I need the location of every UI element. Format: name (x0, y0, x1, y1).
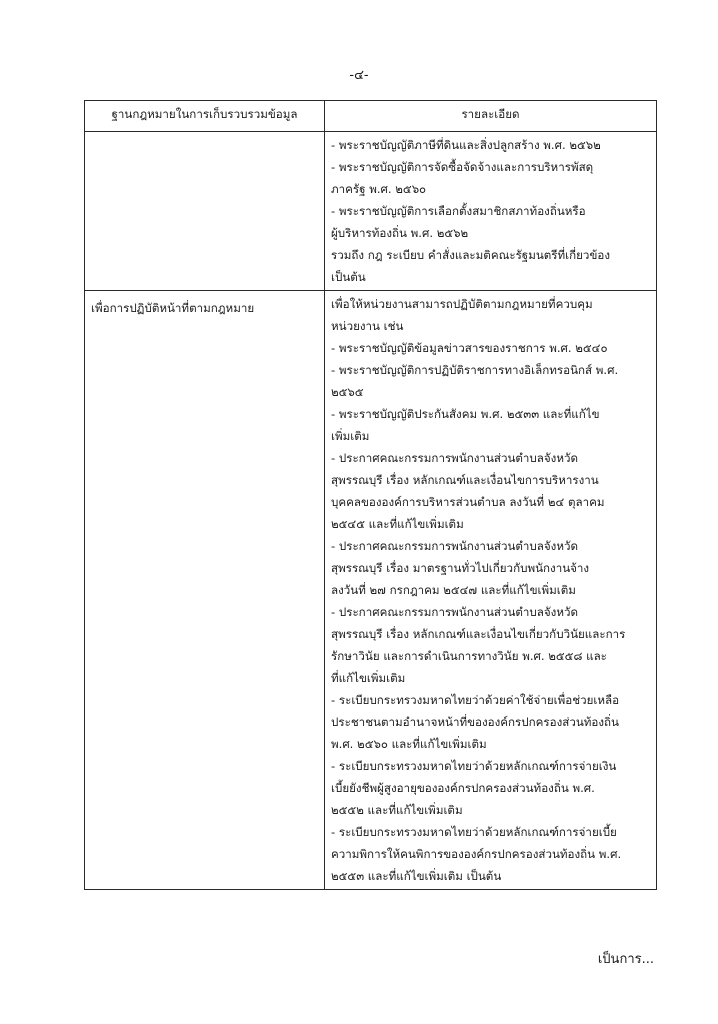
detail-line: ผู้บริหารท้องถิ่น พ.ศ. ๒๕๖๒ (331, 226, 469, 240)
detail-line: - ประกาศคณะกรรมการพนักงานส่วนตำบลจังหวัด (331, 539, 579, 553)
header-legal-basis: ฐานกฎหมายในการเก็บรวบรวมข้อมูล (85, 101, 325, 132)
detail-line: ภาครัฐ พ.ศ. ๒๕๖๐ (331, 182, 427, 196)
detail-line: - พระราชบัญญัติการจัดซื้อจัดจ้างและการบริหารพัสดุ (331, 160, 594, 174)
detail-line: ความพิการให้คนพิการขององค์กรปกครองส่วนท้องถิ่น พ.ศ. (331, 847, 622, 861)
detail-line: สุพรรณบุรี เรื่อง หลักเกณฑ์และเงื่อนไขเกี่ยวกับวินัยและการ (331, 627, 626, 641)
detail-line: เพื่อให้หน่วยงานสามารถปฏิบัติตามกฎหมายที่ควบคุม (331, 297, 593, 311)
detail-line: - ประกาศคณะกรรมการพนักงานส่วนตำบลจังหวัด (331, 451, 579, 465)
detail-line: รวมถึง กฎ ระเบียบ คำสั่งและมติคณะรัฐมนตรีที่เกี่ยวข้อง (331, 248, 610, 262)
header-details: รายละเอียด (325, 101, 657, 132)
detail-line: - ระเบียบกระทรวงมหาดไทยว่าด้วยค่าใช้จ่ายเพื่อช่วยเหลือ (331, 693, 620, 707)
detail-line: ลงวันที่ ๒๗ กรกฎาคม ๒๕๔๗ และที่แก้ไขเพิ่มเติม (331, 583, 576, 597)
detail-line: - พระราชบัญญัติข้อมูลข่าวสารของราชการ พ.ศ. ๒๕๔๐ (331, 341, 608, 355)
detail-line: พ.ศ. ๒๕๖๐ และที่แก้ไขเพิ่มเติม (331, 737, 487, 751)
detail-line: - พระราชบัญญัติการปฏิบัติราชการทางอิเล็กทรอนิกส์ พ.ศ. (331, 363, 619, 377)
detail-line: - ประกาศคณะกรรมการพนักงานส่วนตำบลจังหวัด (331, 605, 579, 619)
detail-line: ๒๕๖๕ (331, 385, 364, 399)
detail-line: รักษาวินัย และการดำเนินการทางวินัย พ.ศ. ๒๕๕๘ และ (331, 649, 607, 663)
detail-line: เพิ่มเติม (331, 429, 370, 443)
continuation-text: เป็นการ... (597, 952, 654, 967)
detail-line: ๒๕๔๕ และที่แก้ไขเพิ่มเติม (331, 517, 464, 531)
detail-line: สุพรรณบุรี เรื่อง หลักเกณฑ์และเงื่อนไขการบริหารงาน (331, 473, 599, 487)
details-cell (325, 291, 657, 890)
legal-basis-table (84, 100, 657, 890)
page-number: -๔- (349, 68, 369, 83)
detail-line: เป็นต้น (331, 270, 366, 284)
detail-line: ๒๕๕๓ และที่แก้ไขเพิ่มเติม เป็นต้น (331, 869, 502, 883)
table-row (85, 291, 657, 890)
details-cell (325, 132, 657, 291)
legal-basis-cell: เพื่อการปฏิบัติหน้าที่ตามกฎหมาย (85, 291, 325, 890)
detail-line: - ระเบียบกระทรวงมหาดไทยว่าด้วยหลักเกณฑ์การจ่ายเงิน (331, 759, 617, 773)
detail-line: - พระราชบัญญัติการเลือกตั้งสมาชิกสภาท้องถิ่นหรือ (331, 204, 586, 218)
legal-basis-cell (85, 132, 325, 291)
detail-line: ๒๕๕๒ และที่แก้ไขเพิ่มเติม (331, 803, 463, 817)
detail-line: - พระราชบัญญัติประกันสังคม พ.ศ. ๒๕๓๓ และที่แก้ไข (331, 407, 600, 421)
detail-line: ที่แก้ไขเพิ่มเติม (331, 671, 406, 685)
detail-line: - ระเบียบกระทรวงมหาดไทยว่าด้วยหลักเกณฑ์การจ่ายเบี้ย (331, 825, 617, 839)
detail-line: - พระราชบัญญัติภาษีที่ดินและสิ่งปลูกสร้าง พ.ศ. ๒๕๖๒ (331, 138, 601, 152)
detail-line: เบี้ยยังชีพผู้สูงอายุขององค์กรปกครองส่วนท้องถิ่น พ.ศ. (331, 781, 595, 795)
table-header-row (85, 101, 657, 132)
detail-line: ประชาชนตามอำนาจหน้าที่ขององค์กรปกครองส่วนท้องถิ่น (331, 715, 619, 729)
table-row (85, 132, 657, 291)
detail-line: หน่วยงาน เช่น (331, 319, 404, 333)
detail-line: บุคคลขององค์การบริหารส่วนตำบล ลงวันที่ ๒๔ ตุลาคม (331, 495, 605, 509)
detail-line: สุพรรณบุรี เรื่อง มาตรฐานทั่วไปเกี่ยวกับพนักงานจ้าง (331, 561, 590, 575)
